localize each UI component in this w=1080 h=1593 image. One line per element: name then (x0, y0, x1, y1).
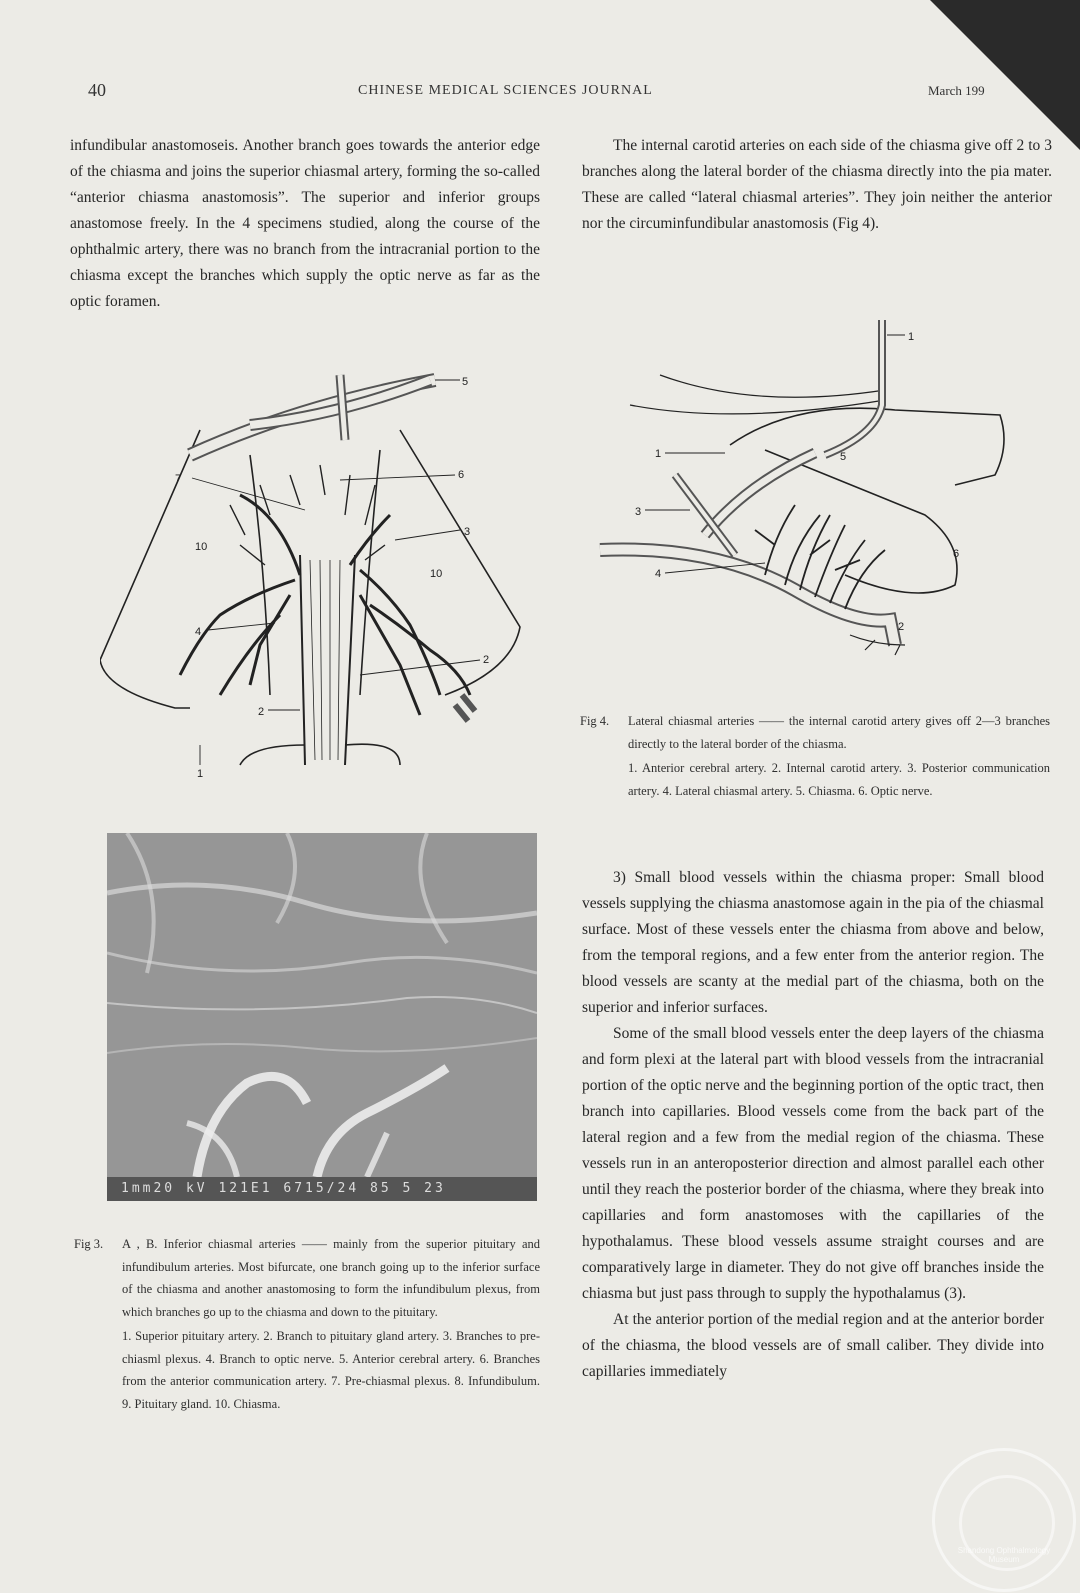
right-column-top (582, 133, 1052, 237)
fig3-label: 1 (197, 768, 204, 780)
pituitary-outline (240, 744, 400, 765)
right-column-body (582, 865, 1044, 1385)
fig4-label: 1 (655, 448, 662, 460)
page-number: 40 (88, 80, 106, 100)
fig3-label: 2 (483, 654, 490, 666)
fig4-label: 5 (840, 451, 847, 463)
fig3-caption-label: Fig 3. (74, 1237, 104, 1251)
fig3-label: 4 (195, 626, 202, 638)
anterior-cerebral-artery (825, 320, 882, 455)
fig3-label: 10 (195, 541, 208, 553)
fig3-label: 3 (464, 526, 471, 538)
fig3-caption (74, 1233, 540, 1415)
fig3-caption-legend: 1. Superior pituitary artery. 2. Branch to pituitary gland artery. 3. Branches to pre-chiasml plexus. 4. Branch to optic nerve. 5. Anterior cerebral artery. 6. Branches from the anterior communication artery. 7. Pre-chiasmal plexus. 8. Infundibulum. 9. Pituitary gland. 10. Chiasma. (122, 1329, 540, 1411)
left-column-text (70, 133, 540, 315)
fig4-label: 2 (898, 621, 905, 633)
museum-watermark (932, 1448, 1076, 1592)
chiasma-outline (765, 450, 960, 593)
fig4-label: 1 (908, 331, 915, 343)
issue-date: March 199 (928, 83, 985, 98)
plexus-left-edge (250, 455, 270, 695)
fig4-caption-label: Fig 4. (580, 714, 610, 728)
fig4-label: 3 (635, 506, 642, 518)
fig3-label: 10 (430, 568, 443, 580)
page-header (88, 80, 1020, 106)
fig4-label: 4 (655, 568, 662, 580)
fig4-label: 6 (953, 548, 960, 560)
sem-micrograph (107, 833, 537, 1201)
body-paragraph: 3) Small blood vessels within the chiasma proper: Small blood vessels supplying the chiasma anastomose again in the pia of the chiasmal surface. Most of these vessels enter the chiasma from above and below, from the temporal regions, and a few enter from the anterior region. The blood vessels are scanty at the medial part of the chiasma, both on the superior and inferior surfaces. (582, 869, 1044, 1016)
journal-title: CHINESE MEDICAL SCIENCES JOURNAL (358, 83, 653, 98)
fig3-label: 5 (462, 376, 469, 388)
lateral-chiasmal-arteries (755, 505, 885, 609)
left-paragraph: infundibular anastomoseis. Another branch goes towards the anterior edge of the chiasma and joins the superior chiasmal artery, forming the so-called “anterior chiasma anastomosis”. The superior and inferior groups anastomose freely. In the 4 specimens studied, along the course of the ophthalmic artery, there was no branch from the intracranial portion to the chiasma except the branches which supply the optic nerve as far as the optic foramen. (70, 137, 540, 310)
inferior-chiasmal-arteries (180, 495, 470, 715)
internal-carotid-artery-upper (705, 453, 815, 535)
fig4-drawing (595, 315, 1025, 665)
fig4-caption-legend: 1. Anterior cerebral artery. 2. Internal carotid artery. 3. Posterior communication artery. 4. Lateral chiasmal artery. 5. Chiasma. 6. Optic nerve. (628, 761, 1050, 798)
fig3-label: 2 (258, 706, 265, 718)
fig3-drawing (100, 365, 540, 795)
fig3-label: 6 (458, 469, 465, 481)
cut-artery-stump (455, 695, 475, 721)
fig3-caption-body: A , B. Inferior chiasmal arteries —— mainly from the superior pituitary and infundibulum arteries. Most bifurcate, one branch going up to the inferior surface of the chiasma and another anastomosing to form the infundibulum plexus, from which branches go up to the chiasma and down to the pituitary. (122, 1237, 540, 1319)
watermark-text: Shandong Ophthalmology Museum (957, 1546, 1051, 1564)
folded-corner (930, 0, 1080, 150)
fig4-caption-body: Lateral chiasmal arteries —— the internal carotid artery gives off 2—3 branches directly to the lateral border of the chiasma. (628, 714, 1050, 751)
body-paragraph: Some of the small blood vessels enter the deep layers of the chiasma and form plexi at the lateral part with blood vessels from the intracranial portion of the optic nerve and the beginning portion of the optic tract, then branch into capillaries. Blood vessels come from the back part of the lateral region and a few from the medial region of the chiasma. These vessels run in an anteroposterior direction and almost parallel each other until they reach the posterior border of the chiasma, where they break into capillaries and form anastomoses with the capillaries of the hypothalamus. These blood vessels assume straight courses and are comparatively large in diameter. They do not give off branches inside the chiasma but just pass through to supply the hypothalamus (3). (582, 1025, 1044, 1302)
fig3-label: 7 (175, 473, 182, 485)
sem-data-bar: 1mm20 kV 121E1 6715/24 85 5 23 (107, 1177, 537, 1201)
fig4-caption (580, 710, 1050, 802)
infundibulum-stalk (300, 555, 355, 765)
right-top-paragraph: The internal carotid arteries on each side of the chiasma give off 2 to 3 branches along the lateral border of the chiasma directly into the pia mater. These are called “lateral chiasmal arteries”. They join neither the anterior nor the circuminfundibular anastomosis (Fig 4). (582, 137, 1052, 232)
body-paragraph: At the anterior portion of the medial region and at the anterior border of the chiasma, the blood vessels are of small caliber. They divide into capillaries immediately (582, 1311, 1044, 1380)
